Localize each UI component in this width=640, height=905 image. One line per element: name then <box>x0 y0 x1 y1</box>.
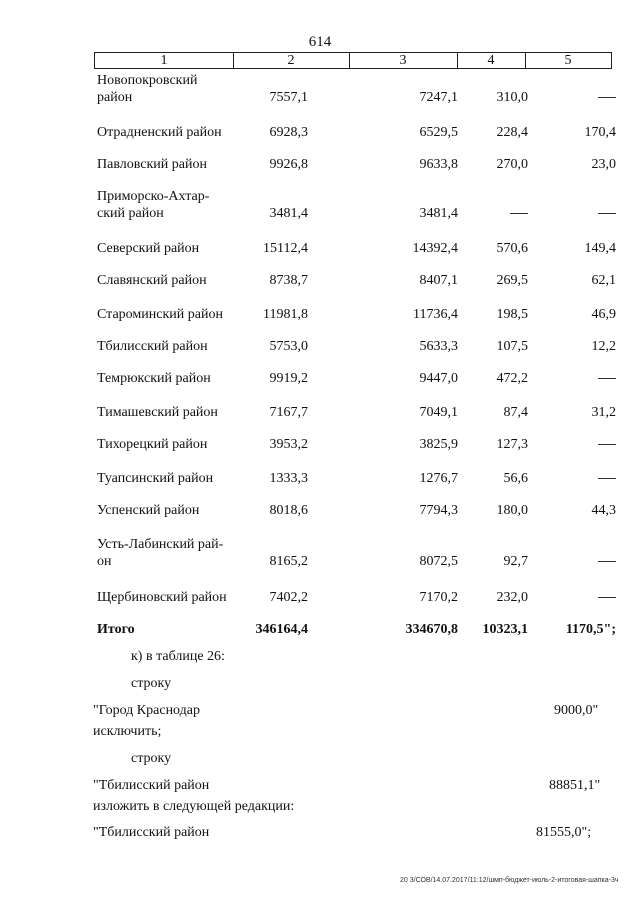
cell-c4: 472,2 <box>496 371 528 386</box>
cell-c4: 310,0 <box>496 90 528 105</box>
cell-c4: 270,0 <box>496 157 528 172</box>
district-name-line: Павловский район <box>97 157 207 172</box>
district-name-line: Усть-Лабинский рай- <box>97 537 224 552</box>
cell-c3: 8407,1 <box>419 273 458 288</box>
cell-c3: 3481,4 <box>419 206 458 221</box>
cell-c5: 46,9 <box>591 307 616 322</box>
district-name-line: он <box>97 554 112 569</box>
cell-c4: 198,5 <box>496 307 528 322</box>
text-line: изложить в следующей редакции: <box>93 799 295 814</box>
cell-c2: 9919,2 <box>269 371 308 386</box>
cell-c2: 8018,6 <box>269 503 308 518</box>
header-col-3: 3 <box>399 53 407 68</box>
district-name <box>97 589 227 606</box>
district-name <box>97 124 222 141</box>
district-name <box>97 272 207 289</box>
cell-c5: 44,3 <box>591 503 616 518</box>
cell-c3: 9447,0 <box>419 371 458 386</box>
district-name-line: Тимашевский район <box>97 405 218 420</box>
cell-c3: 3825,9 <box>419 437 458 452</box>
district-name-line: Тихорецкий район <box>97 437 208 452</box>
header-col-2: 2 <box>287 53 295 68</box>
cell-c5: 12,2 <box>591 339 616 354</box>
cell-c3: 11736,4 <box>413 307 458 322</box>
text-line: "Тбилисский район <box>93 825 210 840</box>
dash-mark <box>540 205 616 222</box>
total-col-3: 334670,8 <box>405 622 458 637</box>
text-line: "Тбилисский район <box>93 778 210 793</box>
district-name <box>97 370 211 387</box>
cell-c2: 9926,8 <box>269 157 308 172</box>
cell-c2: 6928,3 <box>269 125 308 140</box>
cell-c4: 87,4 <box>503 405 528 420</box>
cell-c2: 15112,4 <box>263 241 308 256</box>
cell-c3: 9633,8 <box>419 157 458 172</box>
district-name <box>97 240 199 257</box>
cell-c3: 5633,3 <box>419 339 458 354</box>
district-name-line: район <box>97 90 133 105</box>
cell-c4: 228,4 <box>496 125 528 140</box>
text-line: "Город Краснодар <box>93 703 200 718</box>
district-name <box>97 470 213 487</box>
cell-c4: 127,3 <box>496 437 528 452</box>
district-name <box>97 436 207 453</box>
total-col-5: 1170,5"; <box>565 622 616 637</box>
cell-c3: 14392,4 <box>412 241 458 256</box>
dash-mark <box>460 205 528 222</box>
district-name <box>97 502 199 519</box>
cell-c4: 56,6 <box>503 471 528 486</box>
cell-c2: 5753,0 <box>269 339 308 354</box>
district-name-line: Щербиновский район <box>97 590 227 605</box>
dash-mark <box>540 589 616 606</box>
district-name-line: Славянский район <box>97 273 207 288</box>
cell-c4: 180,0 <box>496 503 528 518</box>
cell-c3: 7794,3 <box>419 503 458 518</box>
district-name-line: Темрюкский район <box>97 371 211 386</box>
amendment-k: к) в таблице 26: <box>131 649 225 664</box>
dash-mark <box>540 89 616 106</box>
cell-c5: 62,1 <box>591 273 616 288</box>
footer-reference: 20 3/СОВ/14.07.2017/11:12/шмп-бюджет-июль-2-итоговая-шапка-3ч <box>400 877 619 884</box>
cell-c4: 570,6 <box>496 241 528 256</box>
text-line: строку <box>131 751 172 766</box>
district-name-line: Отрадненский район <box>97 125 222 140</box>
cell-c2: 7557,1 <box>269 90 308 105</box>
district-name <box>97 338 208 355</box>
cell-c5: 31,2 <box>591 405 616 420</box>
header-col-4: 4 <box>487 53 495 68</box>
dash-mark <box>540 370 616 387</box>
cell-c2: 7402,2 <box>269 590 308 605</box>
cell-c4: 92,7 <box>503 554 528 569</box>
header-col-1: 1 <box>160 53 168 68</box>
district-name-line: Успенский район <box>97 503 200 518</box>
dash-mark <box>540 470 616 487</box>
text-value: 9000,0" <box>554 703 599 718</box>
cell-c3: 7247,1 <box>419 90 458 105</box>
total-col-4: 10323,1 <box>482 622 528 637</box>
cell-c2: 3481,4 <box>269 206 308 221</box>
district-name <box>97 188 209 222</box>
district-name-line: Северский район <box>97 241 200 256</box>
cell-c2: 8165,2 <box>269 554 308 569</box>
cell-c2: 8738,7 <box>269 273 308 288</box>
district-name-line: Новопокровский <box>97 73 198 88</box>
cell-c5: 149,4 <box>584 241 616 256</box>
text-line: строку <box>131 676 172 691</box>
cell-c2: 1333,3 <box>269 471 308 486</box>
cell-c4: 269,5 <box>496 273 528 288</box>
text-value: 81555,0"; <box>536 825 592 840</box>
district-name <box>97 306 223 323</box>
cell-c4: 232,0 <box>496 590 528 605</box>
district-name-line: Туапсинский район <box>97 471 214 486</box>
district-name-line: ский район <box>97 206 164 221</box>
page-number: 614 <box>308 34 332 50</box>
text-value: 88851,1" <box>549 778 601 793</box>
district-name <box>97 72 197 106</box>
district-name-line: Староминский район <box>97 307 223 322</box>
cell-c2: 7167,7 <box>269 405 308 420</box>
district-name-line: Приморско-Ахтар- <box>97 189 210 204</box>
cell-c2: 11981,8 <box>263 307 308 322</box>
cell-c4: 107,5 <box>496 339 528 354</box>
total-label: Итого <box>97 622 135 637</box>
text-line: исключить; <box>93 724 162 739</box>
table-header <box>94 52 612 69</box>
cell-c3: 1276,7 <box>419 471 458 486</box>
district-name-line: Тбилисский район <box>97 339 208 354</box>
cell-c2: 3953,2 <box>269 437 308 452</box>
dash-mark <box>540 553 616 570</box>
total-col-2: 346164,4 <box>255 622 308 637</box>
dash-mark <box>540 436 616 453</box>
cell-c3: 6529,5 <box>419 125 458 140</box>
district-name <box>97 156 207 173</box>
cell-c3: 8072,5 <box>419 554 458 569</box>
header-col-5: 5 <box>564 53 572 68</box>
district-name <box>97 536 223 570</box>
cell-c3: 7049,1 <box>419 405 458 420</box>
cell-c5: 170,4 <box>584 125 616 140</box>
cell-c5: 23,0 <box>591 157 616 172</box>
cell-c3: 7170,2 <box>419 590 458 605</box>
district-name <box>97 404 218 421</box>
